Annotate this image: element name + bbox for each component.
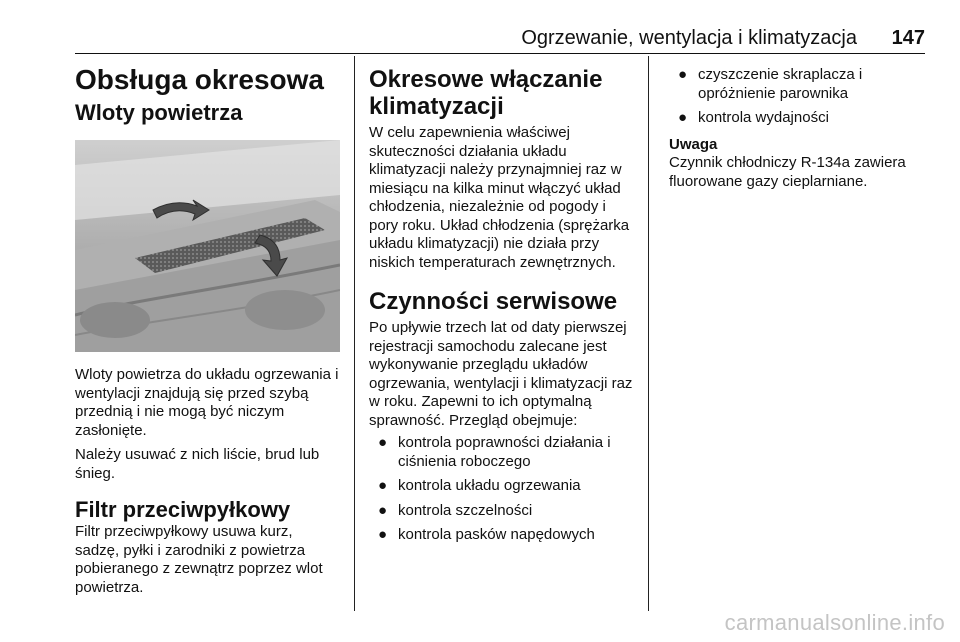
bullet-icon: ● xyxy=(378,526,388,543)
column-2 xyxy=(369,60,634,551)
column-divider-2 xyxy=(648,56,649,611)
subheading-air-inlets: Wloty powietrza xyxy=(75,100,243,125)
note-text: Czynnik chłodniczy R-134a zawiera fluorowane gazy cieplarniane. xyxy=(669,154,906,190)
page-number: 147 xyxy=(891,27,925,49)
column-3 xyxy=(669,60,929,191)
list-item: ● kontrola układu ogrzewania xyxy=(378,477,581,494)
header-rule xyxy=(75,53,925,54)
paragraph-ac-periodic: W celu zapewnienia właściwej skuteczności działania układu klimatyzacji należy przynajmniej raz w miesiącu na kilka minut włączyć układ chłodzenia, niezależnie od pogody i pory roku. Układ chłodzenia (sprężarka układu klimatyzacji) nie działa przy niskich temperaturach zewnętrznych. xyxy=(369,124,630,271)
list-item: ● kontrola pasków napędowych xyxy=(378,526,595,543)
column-divider-1 xyxy=(354,56,355,611)
bullet-icon: ● xyxy=(678,66,688,83)
list-item: ● kontrola poprawności działania i ciśnienia roboczego xyxy=(378,434,611,470)
list-item: ● kontrola wydajności xyxy=(678,109,829,126)
heading-ac-periodic: Okresowe włączanie klimatyzacji xyxy=(369,66,603,120)
column-1 xyxy=(75,60,340,597)
air-inlet-illustration xyxy=(75,140,340,352)
bullet-icon: ● xyxy=(678,109,688,126)
paragraph-pollen-filter: Filtr przeciwpyłkowy usuwa kurz, sadzę, pyłki i zarodniki z powietrza pobieranego z zewnątrz poprzez wlot powietrza. xyxy=(75,523,323,596)
note-title: Uwaga xyxy=(669,135,718,153)
section-heading: Obsługa okresowa xyxy=(75,64,324,95)
bullet-icon: ● xyxy=(378,434,388,451)
header-title: Ogrzewanie, wentylacja i klimatyzacja xyxy=(521,27,857,49)
air-inlet-photo xyxy=(75,140,340,352)
paragraph-inlets-clean: Należy usuwać z nich liście, brud lub śnieg. xyxy=(75,446,320,482)
list-item: ● kontrola szczelności xyxy=(378,501,533,519)
service-list-continued xyxy=(669,66,929,128)
heading-service: Czynności serwisowe xyxy=(369,288,618,315)
watermark: carmanualsonline.info xyxy=(724,610,945,635)
paragraph-service: Po upływie trzech lat od daty pierwszej rejestracji samochodu zalecane jest wykonywanie przeglądu układów ogrzewania, wentylacji i klimatyzacji raz w roku. Zapewni to ich optymalną sprawność. Przegląd obejmuje: xyxy=(369,319,633,429)
list-item: ● czyszczenie skraplacza i opróżnienie parownika xyxy=(678,66,863,102)
bullet-icon: ● xyxy=(378,501,388,519)
service-list xyxy=(369,434,634,545)
paragraph-inlets: Wloty powietrza do układu ogrzewania i wentylacji znajdują się przed szybą przednią i nie mogą być niczym zasłonięte. xyxy=(75,366,339,439)
page-header xyxy=(0,0,960,56)
bullet-icon: ● xyxy=(378,477,388,494)
subheading-pollen-filter: Filtr przeciwpyłkowy xyxy=(75,497,291,522)
